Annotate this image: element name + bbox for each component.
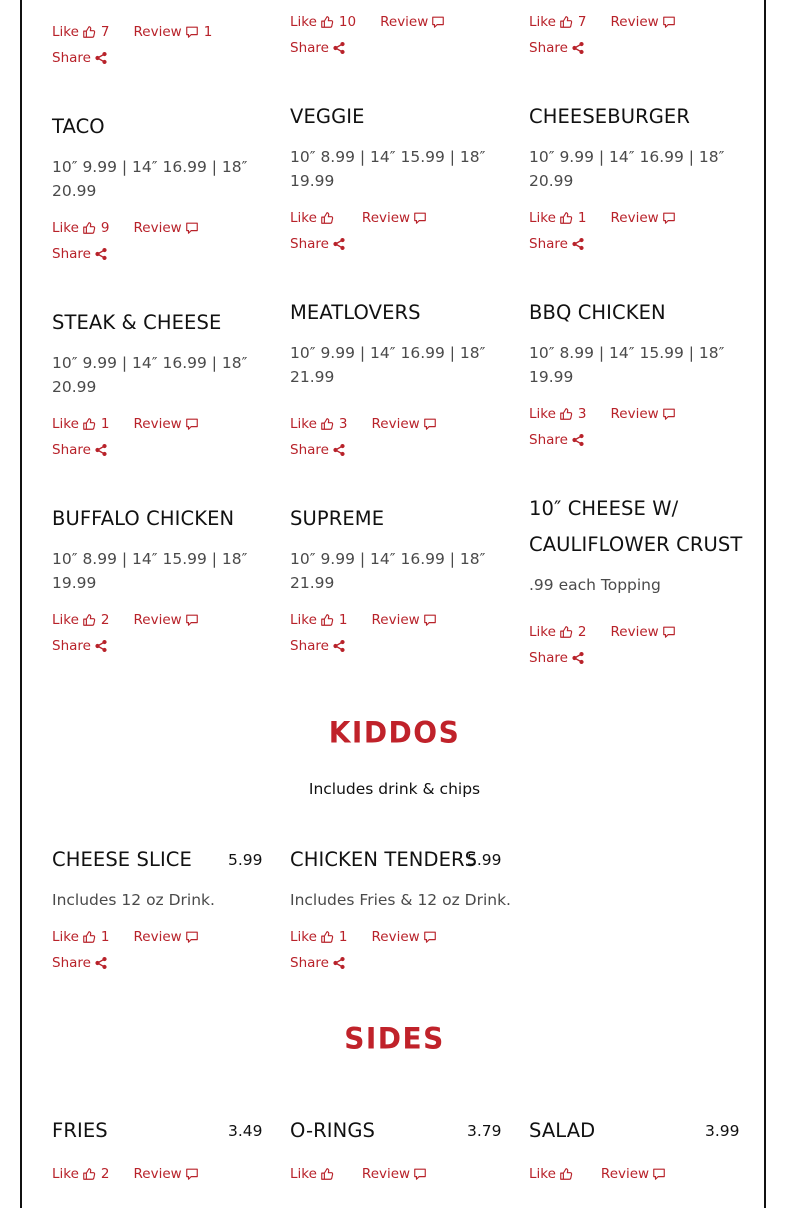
like-label: Like	[290, 416, 317, 432]
like-label: Like	[52, 612, 79, 628]
thumbs-up-icon	[320, 211, 334, 225]
like-count: 1	[338, 929, 348, 945]
share-button[interactable]	[290, 950, 346, 976]
thumbs-up-icon	[320, 417, 334, 431]
review-button[interactable]	[362, 1161, 427, 1187]
like-label: Like	[290, 929, 317, 945]
thumbs-up-icon	[320, 613, 334, 627]
like-count: 10	[338, 14, 357, 30]
item-actions	[290, 411, 510, 463]
share-button[interactable]	[290, 35, 346, 61]
review-button[interactable]	[372, 607, 437, 633]
thumbs-up-icon	[82, 930, 96, 944]
review-label: Review	[610, 210, 659, 226]
share-button[interactable]	[529, 35, 585, 61]
review-label: Review	[133, 24, 182, 40]
comment-icon	[185, 25, 199, 39]
item-actions	[529, 619, 749, 671]
thumbs-up-icon	[320, 1167, 334, 1181]
item-description	[529, 145, 739, 193]
review-button[interactable]	[372, 924, 437, 950]
item-name: CHICKEN TENDERS	[290, 848, 478, 871]
item-price-line: 20.99	[52, 182, 97, 200]
share-label: Share	[52, 246, 91, 262]
item-description	[529, 341, 739, 389]
share-label: Share	[529, 432, 568, 448]
item-price-line: 19.99	[529, 368, 574, 386]
thumbs-up-icon	[559, 407, 573, 421]
review-button[interactable]	[134, 215, 199, 241]
item-actions	[52, 924, 272, 976]
item-description	[52, 351, 262, 399]
thumbs-up-icon	[82, 613, 96, 627]
like-label: Like	[52, 1166, 79, 1182]
comment-icon	[423, 417, 437, 431]
share-icon	[332, 443, 346, 457]
item-description	[52, 547, 262, 595]
review-button[interactable]	[134, 607, 199, 633]
share-label: Share	[290, 638, 329, 654]
thumbs-up-icon	[82, 25, 96, 39]
item-actions	[52, 411, 272, 463]
like-button[interactable]	[529, 401, 587, 427]
like-label: Like	[290, 1166, 317, 1182]
like-count: 1	[100, 929, 110, 945]
share-icon	[571, 41, 585, 55]
item-topping-note: .99 each Topping	[529, 576, 661, 594]
share-button[interactable]	[52, 437, 108, 463]
comment-icon	[662, 407, 676, 421]
share-label: Share	[52, 50, 91, 66]
review-button[interactable]	[134, 19, 213, 45]
review-button[interactable]	[134, 924, 199, 950]
like-button[interactable]	[290, 924, 348, 950]
comment-icon	[652, 1167, 666, 1181]
review-label: Review	[361, 210, 411, 226]
share-button[interactable]	[52, 950, 108, 976]
item-description	[52, 155, 262, 203]
item-description	[290, 341, 500, 389]
item-price-line: 10″ 9.99 | 14″ 16.99 | 18″	[52, 158, 248, 176]
share-label: Share	[52, 442, 91, 458]
thumbs-up-icon	[320, 15, 334, 29]
share-icon	[94, 51, 108, 65]
like-button[interactable]	[52, 1161, 110, 1187]
review-label: Review	[610, 14, 659, 30]
share-icon	[94, 443, 108, 457]
comment-icon	[185, 1167, 199, 1181]
share-icon	[332, 237, 346, 251]
item-name: CHEESEBURGER	[529, 105, 690, 128]
item-price-line: 10″ 9.99 | 14″ 16.99 | 18″	[290, 344, 486, 362]
like-label: Like	[290, 210, 317, 226]
item-price-line: 10″ 9.99 | 14″ 16.99 | 18″	[529, 148, 725, 166]
thumbs-up-icon	[82, 1167, 96, 1181]
share-label: Share	[529, 236, 568, 252]
item-price-line: 21.99	[290, 368, 335, 386]
review-label: Review	[610, 406, 659, 422]
like-count: 1	[100, 416, 110, 432]
review-button[interactable]	[611, 205, 676, 231]
item-description: Includes Fries & 12 oz Drink.	[290, 891, 511, 909]
item-price-line: 19.99	[290, 172, 335, 190]
review-count: 1	[203, 24, 213, 40]
item-actions	[290, 205, 510, 257]
share-label: Share	[290, 236, 329, 252]
like-label: Like	[290, 14, 317, 30]
thumbs-up-icon	[559, 211, 573, 225]
item-actions	[290, 607, 510, 659]
comment-icon	[662, 625, 676, 639]
item-actions	[529, 9, 749, 61]
review-label: Review	[133, 612, 182, 628]
item-price-line: 10″ 9.99 | 14″ 16.99 | 18″	[290, 550, 486, 568]
comment-icon	[423, 930, 437, 944]
like-label: Like	[529, 210, 556, 226]
share-label: Share	[52, 955, 91, 971]
share-icon	[94, 956, 108, 970]
review-label: Review	[133, 220, 182, 236]
item-price-line: 10″ 8.99 | 14″ 15.99 | 18″	[290, 148, 486, 166]
comment-icon	[413, 1167, 427, 1181]
review-label: Review	[380, 14, 429, 30]
like-button[interactable]	[52, 607, 110, 633]
like-label: Like	[52, 929, 79, 945]
review-button[interactable]	[601, 1161, 666, 1187]
review-label: Review	[600, 1166, 650, 1182]
like-button[interactable]	[52, 924, 110, 950]
like-count: 2	[100, 1166, 110, 1182]
like-button[interactable]	[290, 411, 348, 437]
item-actions	[529, 1161, 749, 1187]
share-button[interactable]	[52, 45, 108, 71]
share-icon	[571, 237, 585, 251]
share-icon	[332, 956, 346, 970]
item-name: TACO	[52, 115, 105, 138]
section-heading-sides: SIDES	[344, 1021, 445, 1056]
thumbs-up-icon	[82, 417, 96, 431]
like-label: Like	[52, 416, 79, 432]
thumbs-up-icon	[559, 15, 573, 29]
comment-icon	[662, 211, 676, 225]
like-count: 3	[577, 406, 587, 422]
item-price-line: 21.99	[290, 574, 335, 592]
share-button[interactable]	[529, 427, 585, 453]
like-count: 1	[338, 612, 348, 628]
item-name: FRIES	[52, 1119, 108, 1142]
comment-icon	[185, 930, 199, 944]
review-label: Review	[371, 612, 420, 628]
share-button[interactable]	[290, 231, 346, 257]
share-icon	[332, 639, 346, 653]
review-button[interactable]	[362, 205, 427, 231]
like-label: Like	[529, 624, 556, 640]
item-name: STEAK & CHEESE	[52, 311, 222, 334]
comment-icon	[423, 613, 437, 627]
like-button[interactable]	[529, 205, 587, 231]
like-button[interactable]	[290, 205, 334, 231]
share-button[interactable]	[529, 645, 585, 671]
like-label: Like	[529, 1166, 556, 1182]
item-price: 3.79	[467, 1122, 502, 1140]
thumbs-up-icon	[82, 221, 96, 235]
like-count: 7	[100, 24, 110, 40]
comment-icon	[185, 613, 199, 627]
thumbs-up-icon	[559, 1167, 573, 1181]
like-button[interactable]	[529, 619, 587, 645]
share-icon	[571, 651, 585, 665]
item-price: 5.99	[467, 851, 502, 869]
like-count: 1	[577, 210, 587, 226]
item-name: O-RINGS	[290, 1119, 376, 1142]
share-label: Share	[290, 442, 329, 458]
review-button[interactable]	[611, 401, 676, 427]
like-button[interactable]	[529, 1161, 573, 1187]
item-name: BBQ CHICKEN	[529, 301, 666, 324]
like-count: 3	[338, 416, 348, 432]
like-button[interactable]	[52, 215, 110, 241]
item-price: 3.99	[705, 1122, 740, 1140]
like-count: 2	[100, 612, 110, 628]
share-button[interactable]	[52, 633, 108, 659]
like-button[interactable]	[290, 9, 356, 35]
share-button[interactable]	[290, 633, 346, 659]
item-name-line: CAULIFLOWER CRUST	[529, 533, 743, 556]
item-actions	[529, 205, 749, 257]
like-button[interactable]	[529, 9, 587, 35]
item-price: 5.99	[228, 851, 263, 869]
comment-icon	[185, 417, 199, 431]
item-actions	[52, 215, 272, 267]
like-button[interactable]	[52, 411, 110, 437]
item-actions	[290, 1161, 510, 1187]
review-button[interactable]	[611, 619, 676, 645]
item-description	[529, 573, 739, 597]
share-button[interactable]	[290, 437, 346, 463]
item-actions	[529, 401, 749, 453]
item-price-line: 10″ 8.99 | 14″ 15.99 | 18″	[52, 550, 248, 568]
comment-icon	[413, 211, 427, 225]
review-label: Review	[133, 416, 182, 432]
share-label: Share	[290, 955, 329, 971]
item-actions	[290, 9, 510, 61]
item-price-line: 20.99	[52, 378, 97, 396]
thumbs-up-icon	[320, 930, 334, 944]
like-label: Like	[529, 406, 556, 422]
like-label: Like	[529, 14, 556, 30]
item-name: BUFFALO CHICKEN	[52, 507, 235, 530]
item-actions	[52, 19, 272, 71]
item-actions	[52, 1161, 272, 1187]
item-name: VEGGIE	[290, 105, 365, 128]
comment-icon	[185, 221, 199, 235]
item-name: SUPREME	[290, 507, 385, 530]
like-label: Like	[52, 24, 79, 40]
section-heading-kiddos: KIDDOS	[328, 715, 461, 750]
share-label: Share	[290, 40, 329, 56]
item-price-line: 19.99	[52, 574, 97, 592]
like-button[interactable]	[290, 607, 348, 633]
item-price-line: 10″ 8.99 | 14″ 15.99 | 18″	[529, 344, 725, 362]
share-icon	[571, 433, 585, 447]
thumbs-up-icon	[559, 625, 573, 639]
share-icon	[94, 639, 108, 653]
review-button[interactable]	[134, 1161, 199, 1187]
like-count: 7	[577, 14, 587, 30]
share-label: Share	[52, 638, 91, 654]
item-price: 3.49	[228, 1122, 263, 1140]
item-description	[290, 145, 500, 193]
share-label: Share	[529, 650, 568, 666]
like-button[interactable]	[290, 1161, 334, 1187]
item-actions	[52, 607, 272, 659]
review-button[interactable]	[611, 9, 676, 35]
item-name: CHEESE SLICE	[52, 848, 192, 871]
item-name: SALAD	[529, 1119, 596, 1142]
section-subtitle: Includes drink & chips	[308, 780, 481, 798]
item-price-line: 20.99	[529, 172, 574, 190]
comment-icon	[662, 15, 676, 29]
review-label: Review	[371, 416, 420, 432]
review-label: Review	[371, 929, 420, 945]
review-button[interactable]	[134, 411, 199, 437]
review-label: Review	[361, 1166, 411, 1182]
item-name	[529, 491, 742, 563]
like-count: 2	[577, 624, 587, 640]
like-count: 9	[100, 220, 110, 236]
review-label: Review	[610, 624, 659, 640]
share-icon	[94, 247, 108, 261]
item-name-line: 10″ CHEESE W/	[529, 497, 679, 520]
like-button[interactable]	[52, 19, 110, 45]
review-button[interactable]	[372, 411, 437, 437]
like-label: Like	[290, 612, 317, 628]
share-icon	[332, 41, 346, 55]
item-description: Includes 12 oz Drink.	[52, 891, 215, 909]
item-name: MEATLOVERS	[290, 301, 421, 324]
share-button[interactable]	[52, 241, 108, 267]
review-label: Review	[133, 929, 182, 945]
item-price-line: 10″ 9.99 | 14″ 16.99 | 18″	[52, 354, 248, 372]
comment-icon	[431, 15, 445, 29]
item-description	[290, 547, 500, 595]
like-label: Like	[52, 220, 79, 236]
share-label: Share	[529, 40, 568, 56]
review-button[interactable]	[380, 9, 445, 35]
review-label: Review	[133, 1166, 182, 1182]
share-button[interactable]	[529, 231, 585, 257]
item-actions	[290, 924, 510, 976]
